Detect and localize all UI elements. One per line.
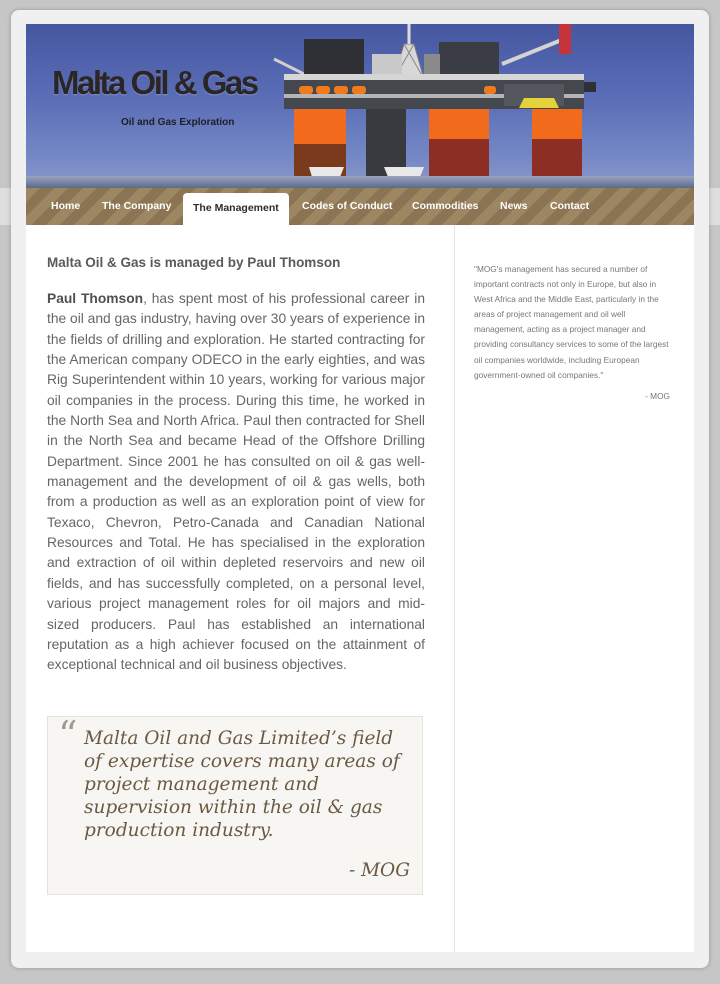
- main-navigation: [26, 188, 694, 225]
- quote-mark-icon: “: [58, 713, 78, 757]
- site-header: [26, 24, 694, 188]
- site-tagline: Oil and Gas Exploration: [121, 117, 235, 128]
- bio-name: Paul Thomson: [47, 291, 144, 306]
- nav-item-commodities[interactable]: Commodities: [412, 200, 479, 212]
- bio-text: , has spent most of his professional career in the oil and gas industry, having over 30 years of experience in the fields of drilling and exploration. He started contracting for the American company ODECO in the early eighties, and was Rig Superintendent within 10 years, working for various major oil companies in the process. During this time, he worked in the North Sea and North Africa. Paul then contracted for Shell in the North Sea and became Head of the Offshore Drilling Department. Since 2001 he has consulted on oil & gas well-management and the development of oil & gas wells, both from a production as well as an exploration point of view for Texaco, Chevron, Petro-Canada and Canadian National Resources and Total. He has specialised in the exploration and extraction of oil within depleted reservoirs and new oil fields, and has successfully completed, on a personal level, various project management roles for oil majors and mid-sized producers. Paul has established an international reputation as a high achiever focused on the attainment of exceptional technical and oil business objectives.: [47, 291, 425, 673]
- sidebar-quote-author: - MOG: [645, 391, 670, 401]
- page-container: [11, 10, 709, 968]
- sea-strip: [26, 176, 694, 188]
- oil-rig-image: [254, 24, 624, 188]
- pull-quote: [47, 713, 423, 895]
- bio-paragraph: [47, 289, 425, 676]
- nav-item-the-management[interactable]: The Management: [183, 193, 289, 225]
- nav-item-the-company[interactable]: The Company: [102, 200, 172, 212]
- nav-item-contact[interactable]: Contact: [550, 200, 590, 212]
- sidebar-quote: "MOG's management has secured a number of important contracts not only in Europe, but also in West Africa and the Middle East, particularly in the areas of project management and oil well management, acting as a project manager and providing consultancy services to some of the largest oil companies worldwide, including European government-owned oil companies.": [474, 264, 669, 380]
- sidebar-divider: [454, 225, 455, 952]
- nav-item-news[interactable]: News: [500, 200, 528, 212]
- page-title: Malta Oil & Gas is managed by Paul Thomson: [47, 255, 341, 270]
- content-area: [26, 225, 694, 952]
- nav-item-home[interactable]: Home: [51, 200, 81, 212]
- pull-quote-text: Malta Oil and Gas Limited’s field of expertise covers many areas of project management and supervision within the oil & gas production industry.: [84, 728, 400, 841]
- nav-item-codes-of-conduct[interactable]: Codes of Conduct: [302, 200, 393, 212]
- site-logo[interactable]: Malta Oil & Gas: [52, 64, 257, 101]
- pull-quote-author: - MOG: [348, 860, 410, 881]
